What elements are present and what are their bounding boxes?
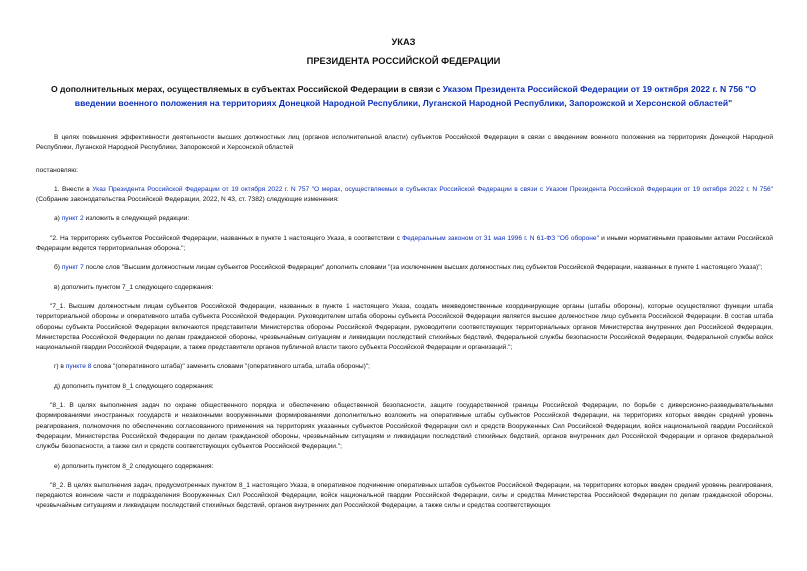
item-1-text-end: (Собрание законодательства Российской Федерации, 2022, N 43, ст. 7382) следующие изменения: (36, 196, 339, 204)
point-2-link[interactable]: пункт 2 (61, 215, 84, 223)
item-1-text: 1. Внести в (54, 185, 93, 193)
subitem-b (36, 263, 773, 273)
subitem-g-prefix: г) в (54, 363, 66, 371)
decree-issuer: ПРЕЗИДЕНТА РОССИЙСКОЙ ФЕДЕРАЦИИ (306, 56, 501, 66)
quote-2-text: "2. На территориях субъектов Российской Федерации, названных в пункте 1 настоящего Указа, в соответствии с (50, 234, 403, 242)
subitem-g (36, 362, 773, 372)
quote-point-7-1: "7_1. Высшим должностным лицам субъектов Российской Федерации, названных в пункте 1 настоящего Указа, создать межведомственные координирующие органы (штабы обороны), которые осуществляют функции штаба территориальной обороны и оперативного штаба субъекта Российской Федерации. Руководителем штаба обороны субъекта Российской Федерации является высшее должностное лицо субъекта Российской Федерации. В состав штаба обороны субъекта Российской Федерации включаются представители Министерства обороны Российской Федерации, руководители соответствующих территориальных органов Министерства внутренних дел Российской Федерации, Министерства Российской Федерации по делам гражданской обороны, чрезвычайным ситуациям и ликвидации последствий стихийных бедствий, Федеральной службы безопасности Российской Федерации, Федеральной службы войск национальной гвардии Российской Федерации, а также представители органов публичной власти такого субъекта Российской Федерации и организаций."; (36, 302, 773, 352)
quote-point-8-2: "8_2. В целях выполнения задач, предусмотренных пунктом 8_1 настоящего Указа, в оперативное подчинение оперативных штабов субъектов Российской Федерации, на территориях которых введен средний уровень реагирования, передаются воинские части и подразделения Вооруженных Сил Российской Федерации, войск национальной гвардии Российской Федерации, силы и средства Министерства Российской Федерации по делам гражданской обороны, чрезвычайным ситуациям и ликвидации последствий стихийных бедствий, органов внутренних дел Российской Федерации, а также силы и средства соответствующих (36, 481, 773, 510)
preamble: В целях повышения эффективности деятельности высших должностных лиц (органов исполнительной власти) субъектов Российской Федерации в связи с введением военного положения на территориях Донецкой Народной Республики, Луганской Народной Республики, Запорожской и Херсонской областей (36, 134, 773, 152)
subitem-a-text: изложить в следующей редакции: (83, 215, 190, 223)
subject-decree-title[interactable]: "О введении военного положения на территориях Донецкой Народной Республики, Луганской Народной Республики, Запорожской и Херсонской областей" (74, 84, 757, 108)
subitem-g-text: слова "(оперативного штаба)" заменить словами "(оперативного штаба, штаба обороны)"; (91, 363, 371, 371)
point-8-link[interactable]: пункте 8 (65, 363, 92, 371)
resolve-line: постановляю: (36, 166, 79, 174)
decree-757-title-link[interactable]: "О мерах, осуществляемых в субъектах Российской Федерации в связи с Указом Президента Российской Федерации от 19 октября 2022 г. N 756" (309, 185, 773, 193)
quote-point-2 (36, 234, 773, 255)
subitem-a-prefix: а) (54, 215, 62, 223)
quote-2-text-end: и иными нормативными правовыми актами Российской Федерации ведется территориальная оборона."; (36, 234, 773, 253)
subitem-b-prefix: б) (54, 264, 62, 272)
decree-body (36, 133, 773, 512)
subitem-a (36, 214, 773, 224)
subitem-d: д) дополнить пунктом 8_1 следующего содержания: (54, 382, 214, 390)
subject-text: О дополнительных мерах, осуществляемых в субъектах Российской Федерации в связи с (50, 84, 443, 94)
subitem-v: в) дополнить пунктом 7_1 следующего содержания: (54, 283, 214, 291)
decree-757-link[interactable]: Указ Президента Российской Федерации от 19 октября 2022 г. N 757 (92, 185, 310, 193)
item-1 (36, 185, 773, 206)
defense-law-link[interactable]: Федеральным законом от 31 мая 1996 г. N 61-ФЗ "Об обороне" (402, 234, 599, 242)
decree-subject (34, 82, 773, 110)
subitem-e: е) дополнить пунктом 8_2 следующего содержания: (54, 462, 214, 470)
subject-decree-link[interactable]: Указом Президента Российской Федерации от 19 октября 2022 г. N 756 (442, 84, 743, 94)
point-7-link[interactable]: пункт 7 (61, 264, 84, 272)
quote-point-8-1: "8_1. В целях выполнения задач по охране общественного порядка и обеспечению общественной безопасности, защите государственной границы Российской Федерации, по борьбе с диверсионно-разведывательными формированиями иностранных государств и незаконными вооруженными формированиями дополнительно возложить на оперативные штабы субъектов Российской Федерации, на территориях которых введен средний уровень реагирования, полномочия по обеспечению согласованного применения на территориях указанных субъектов Российской Федерации сил и средств Вооруженных Сил Российской Федерации, войск национальной гвардии Российской Федерации, Министерства Российской Федерации по делам гражданской обороны, чрезвычайным ситуациям и ликвидации последствий стихийных бедствий, органов внутренних дел Российской Федерации и органов федеральной службы безопасности, а также сил и средств соответствующих субъектов Российской Федерации."; (36, 402, 773, 451)
decree-title: УКАЗ (391, 37, 416, 47)
subitem-b-text: после слов "Высшим должностным лицам субъектов Российской Федерации" дополнить словами "(за исключением высших должностных лиц субъектов Российской Федерации, названных в пункте 1 настоящего Указа)"; (83, 264, 763, 272)
